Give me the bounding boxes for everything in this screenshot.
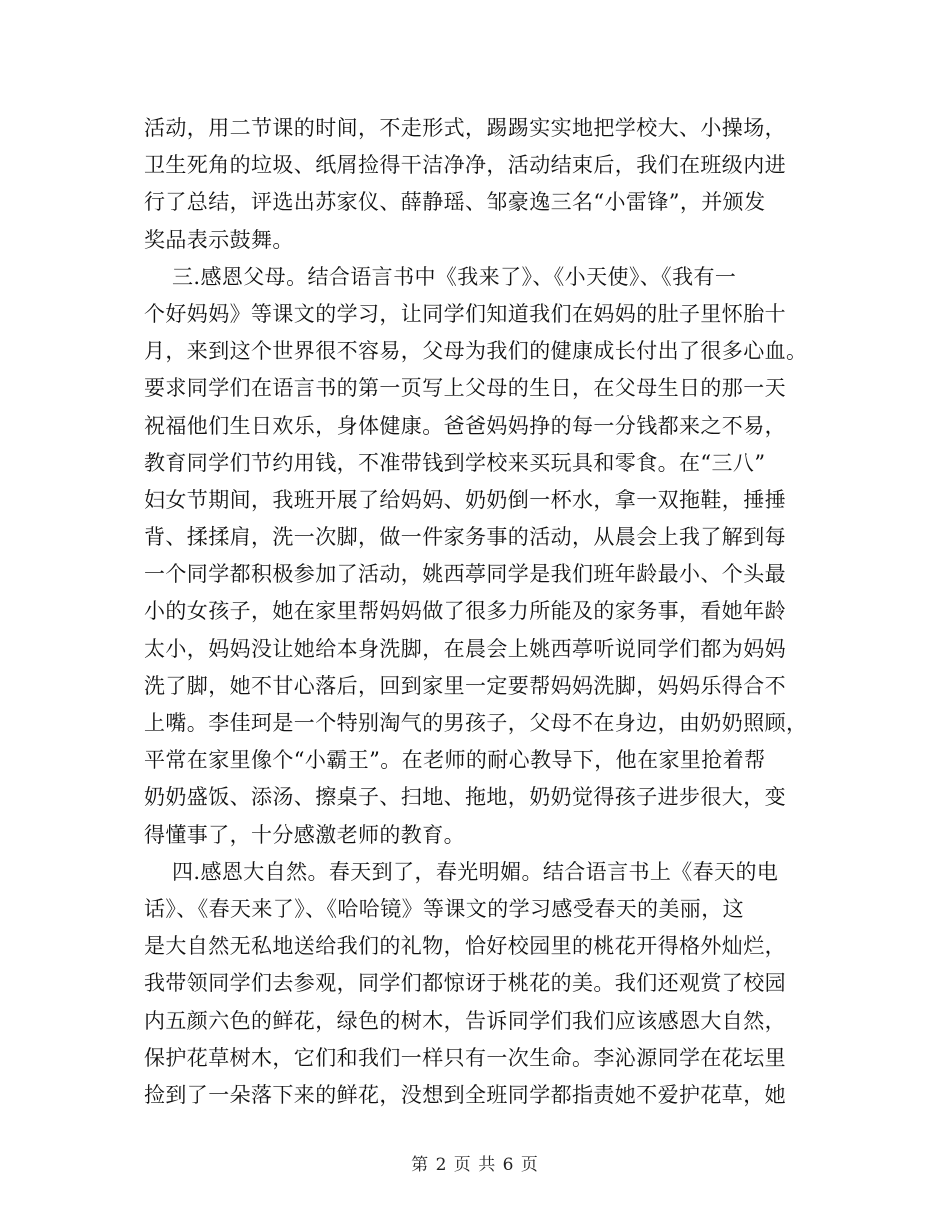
text-line: 内五颜六色的鲜花，绿色的树木，告诉同学们我们应该感恩大自然， (144, 1008, 786, 1033)
text-line: 话》、《春天来了》、《哈哈镜》等课文的学习感受春天的美丽，这 (144, 896, 744, 921)
text-line: 平常在家里像个“小霸王”。在老师的耐心教导下，他在家里抢着帮 (144, 748, 766, 773)
text-line: 教育同学们节约用钱，不准带钱到学校来买玩具和零食。在“三八” (144, 450, 766, 475)
text-line: 行了总结，评选出苏家仪、薛静瑶、邹豪逸三名“小雷锋”，并颁发 (144, 190, 766, 215)
text-line: 小的女孩子，她在家里帮妈妈做了很多力所能及的家务事，看她年龄 (144, 599, 786, 624)
text-line: 捡到了一朵落下来的鲜花，没想到全班同学都指责她不爱护花草，她 (144, 1082, 786, 1107)
text-line: 要求同学们在语言书的第一页写上父母的生日，在父母生日的那一天 (144, 376, 786, 401)
text-line: 祝福他们生日欢乐，身体健康。爸爸妈妈挣的每一分钱都来之不易， (144, 413, 786, 438)
text-line: 卫生死角的垃圾、纸屑捡得干洁净净，活动结束后，我们在班级内进 (144, 153, 786, 178)
paragraph-heading-line: 三.感恩父母。结合语言书中《我来了》、《小天使》、《我有一 (172, 264, 737, 289)
document-body (144, 110, 824, 1114)
text-line: 妇女节期间，我班开展了给妈妈、奶奶倒一杯水，拿一双拖鞋，捶捶 (144, 487, 786, 512)
paragraph-heading-line: 四.感恩大自然。春天到了，春光明媚。结合语言书上《春天的电 (172, 859, 779, 884)
page-number-footer: 第 2 页 共 6 页 (411, 1155, 539, 1175)
text-line: 月，来到这个世界很不容易，父母为我们的健康成长付出了很多心血。 (144, 339, 808, 364)
text-line: 太小，妈妈没让她给本身洗脚，在晨会上姚西葶听说同学们都为妈妈 (144, 636, 786, 661)
text-line: 上嘴。李佳珂是一个特别淘气的男孩子，父母不在身边，由奶奶照顾， (144, 711, 808, 735)
text-line: 一个同学都积极参加了活动，姚西葶同学是我们班年龄最小、个头最 (144, 562, 786, 587)
text-line: 洗了脚，她不甘心落后，回到家里一定要帮妈妈洗脚，妈妈乐得合不 (144, 673, 786, 698)
text-line: 是大自然无私地送给我们的礼物，恰好校园里的桃花开得格外灿烂， (144, 934, 786, 959)
text-line: 奖品表示鼓舞。 (144, 227, 294, 252)
text-line: 背、揉揉肩，洗一次脚，做一件家务事的活动，从晨会上我了解到每 (144, 525, 786, 550)
text-line: 个好妈妈》等课文的学习，让同学们知道我们在妈妈的肚子里怀胎十 (144, 301, 786, 326)
text-line: 我带领同学们去参观，同学们都惊讶于桃花的美。我们还观赏了校园 (144, 971, 786, 996)
text-line: 保护花草树木，它们和我们一样只有一次生命。李沁源同学在花坛里 (144, 1045, 786, 1070)
text-line: 得懂事了，十分感激老师的教育。 (144, 822, 465, 847)
text-line: 活动，用二节课的时间，不走形式，踢踢实实地把学校大、小操场， (144, 116, 786, 140)
text-line: 奶奶盛饭、添汤、擦桌子、扫地、拖地，奶奶觉得孩子进步很大，变 (144, 785, 786, 810)
